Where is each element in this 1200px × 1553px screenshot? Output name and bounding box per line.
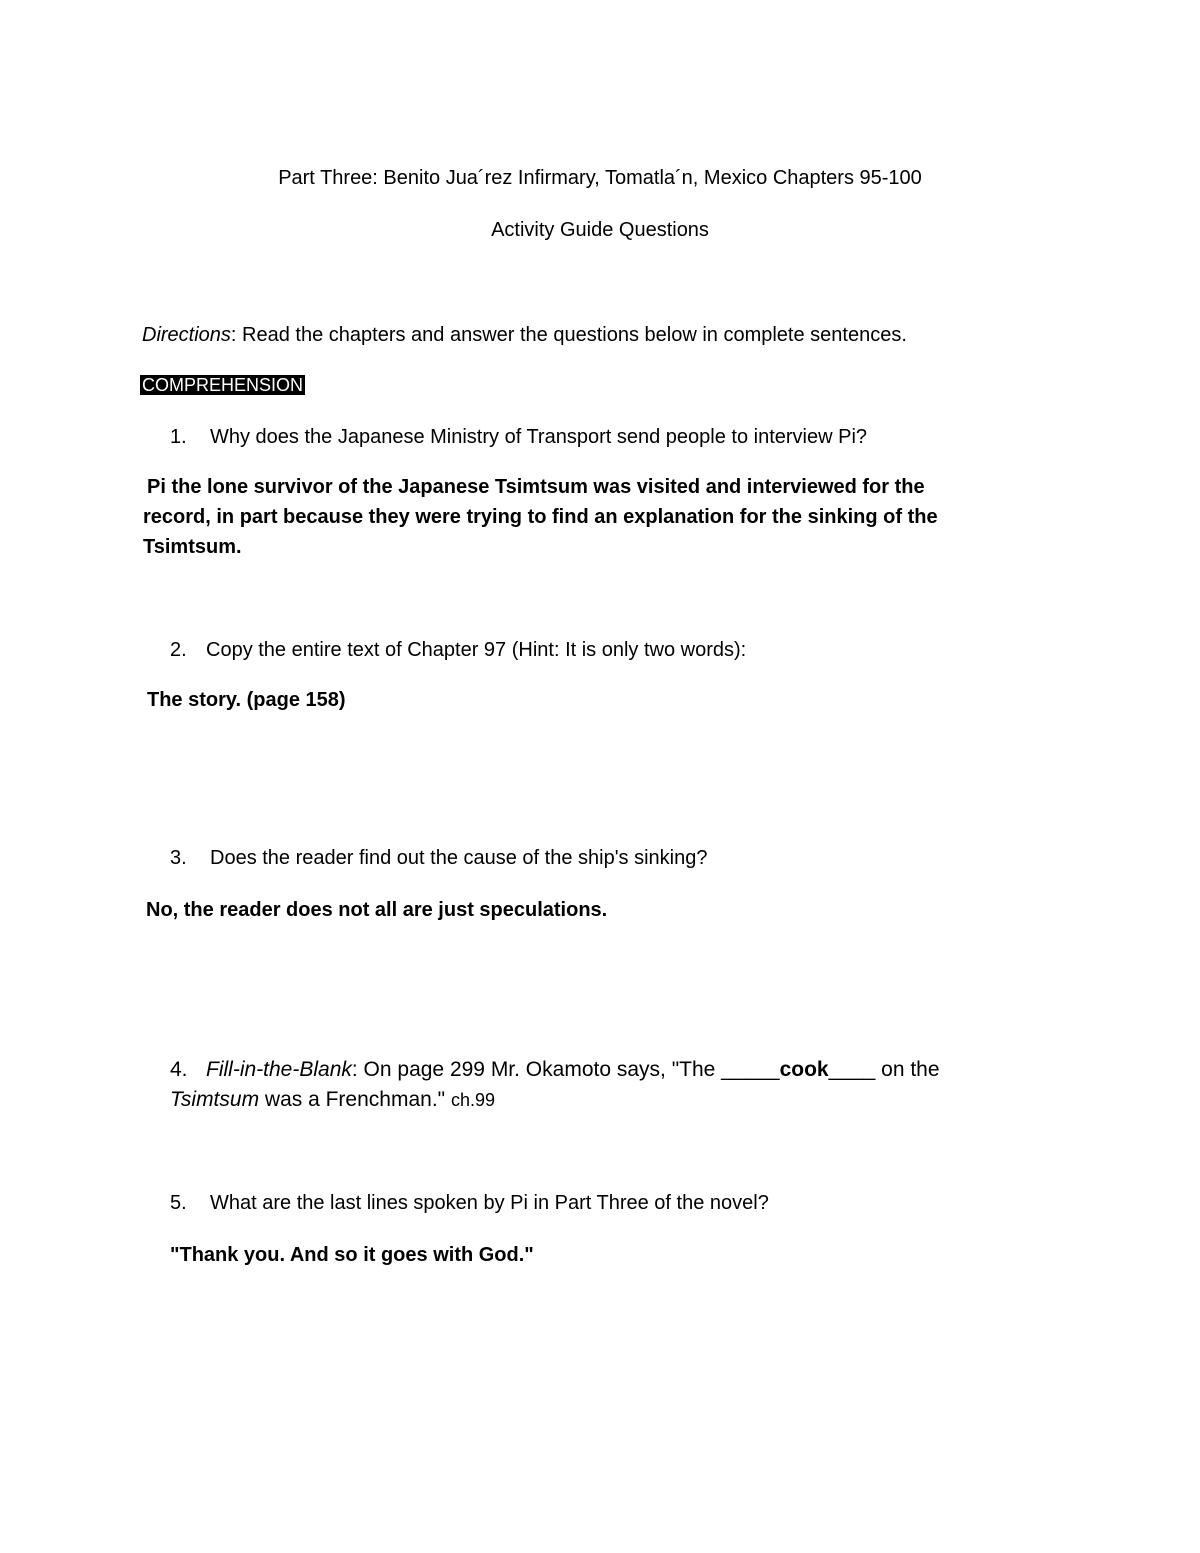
answer-2: The story. (page 158) (147, 689, 346, 711)
question-text-line-2: was a Frenchman." (259, 1088, 451, 1111)
section-header (140, 373, 305, 397)
directions (142, 323, 907, 347)
question-text: Why does the Japanese Ministry of Transport send people to interview Pi? (210, 426, 868, 448)
directions-text: : Read the chapters and answer the questions below in complete sentences. (230, 324, 907, 346)
answer-5: "Thank you. And so it goes with God." (170, 1244, 534, 1266)
question-text-before: : On page 299 Mr. Okamoto says, "The _____ (351, 1058, 780, 1081)
question-5 (170, 1191, 769, 1215)
question-number: 4. (170, 1058, 188, 1081)
question-1 (170, 425, 867, 449)
question-text: What are the last lines spoken by Pi in Part Three of the novel? (210, 1192, 769, 1214)
answer-line: Pi the lone survivor of the Japanese Tsimtsum was visited and interviewed for the (147, 476, 925, 498)
question-text: Does the reader find out the cause of the ship's sinking? (210, 847, 708, 869)
blank-answer: cook (779, 1058, 829, 1081)
question-number: 5. (170, 1192, 187, 1214)
page-subtitle: Activity Guide Questions (491, 219, 709, 241)
question-2 (170, 638, 746, 662)
section-label: COMPREHENSION (142, 375, 304, 395)
fill-in-label: Fill-in-the-Blank (206, 1058, 352, 1081)
answer-3: No, the reader does not all are just speculations. (146, 899, 608, 921)
question-4 (170, 1055, 940, 1085)
question-3 (170, 846, 707, 870)
question-4-line-2 (170, 1085, 495, 1115)
question-number: 2. (170, 639, 187, 661)
question-text-after: ____ on the (828, 1058, 940, 1081)
answer-line: Tsimtsum. (143, 536, 242, 558)
ship-name: Tsimtsum (170, 1088, 260, 1111)
answer-1 (143, 472, 938, 562)
directions-label: Directions (142, 324, 231, 346)
chapter-ref: ch.99 (450, 1090, 495, 1110)
question-text: Copy the entire text of Chapter 97 (Hint: It is only two words): (206, 639, 747, 661)
question-number: 3. (170, 847, 187, 869)
page-title: Part Three: Benito Jua´rez Infirmary, Tomatla´n, Mexico Chapters 95-100 (278, 167, 922, 189)
question-number: 1. (170, 426, 187, 448)
answer-line: record, in part because they were trying to find an explanation for the sinking of the (143, 506, 938, 528)
